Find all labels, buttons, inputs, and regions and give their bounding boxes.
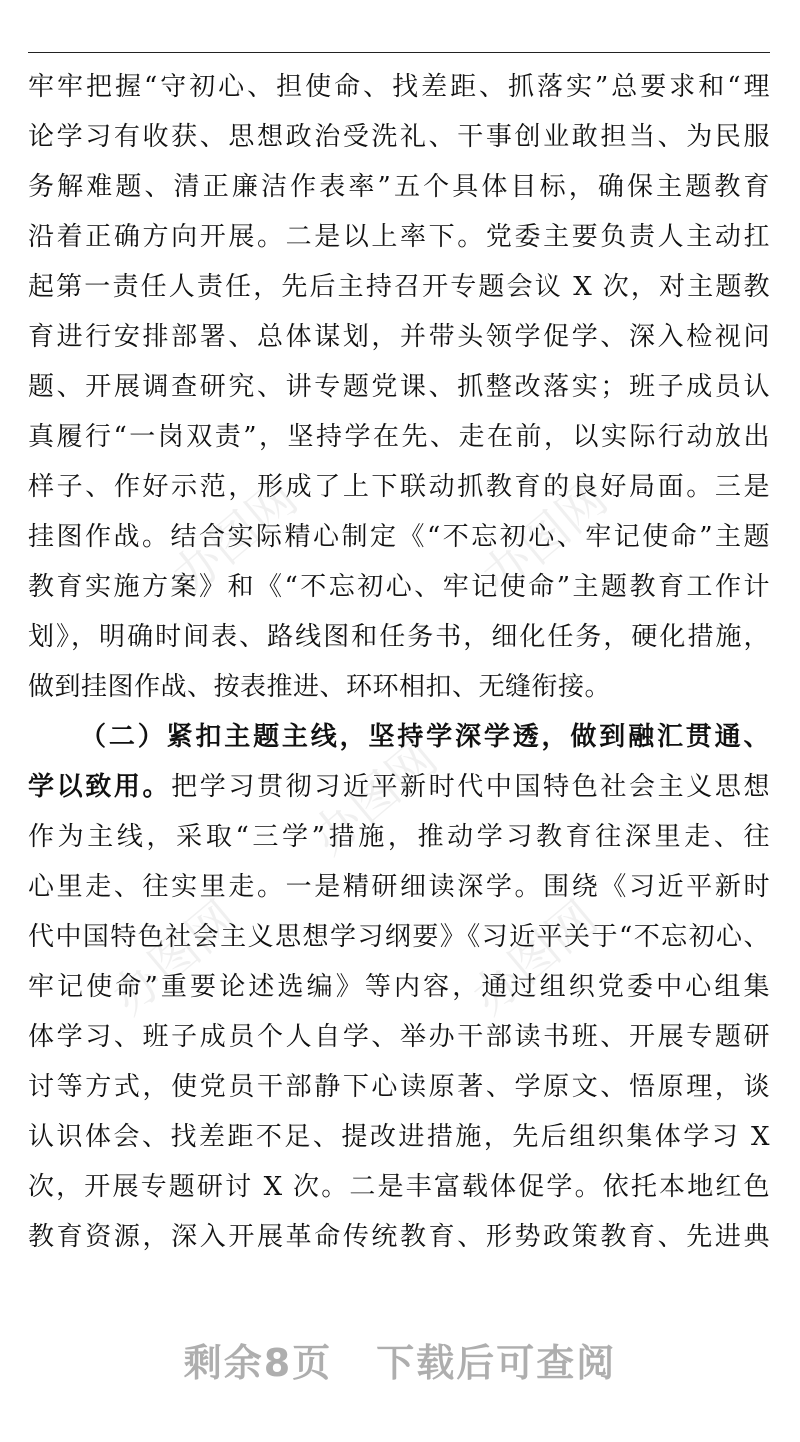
paragraph-line: 沿着正确方向开展。二是以上率下。党委主要负责人主动扛 [28,222,770,252]
paragraph-line: 划》，明确时间表、路线图和任务书，细化任务，硬化措施， [28,622,770,652]
download-hint-text: 下载后可查阅 [376,1341,617,1385]
paragraph-line: 教育资源，深入开展革命传统教育、形势政策教育、先进典 [28,1222,770,1252]
watermark: 办图网 [461,890,609,1026]
paragraph-line: 教育实施方案》和《“不忘初心、牢记使命”主题教育工作计 [28,572,770,602]
paragraph-line: 挂图作战。结合实际精心制定《“不忘初心、牢记使命”主题 [28,522,770,552]
document-body [28,62,770,1262]
top-rule [28,52,770,53]
paragraph-line: 次，开展专题研讨 X 次。二是丰富载体促学。依托本地红色 [28,1172,770,1202]
paragraph-line: 体学习、班子成员个人自学、举办干部读书班、开展专题研 [28,1022,770,1052]
paragraph-line: 真履行“一岗双责”，坚持学在先、走在前，以实际行动放出 [28,422,770,452]
paragraph-line: 认识体会、找差距不足、提改进措施，先后组织集体学习 X [28,1122,770,1152]
paragraph-line: 牢记使命”重要论述选编》等内容，通过组织党委中心组集 [28,972,770,1002]
watermark: 办图网 [161,470,309,606]
paragraph-line: 育进行安排部署、总体谋划，并带头领学促学、深入检视问 [28,322,770,352]
paragraph-line: 起第一责任人责任，先后主持召开专题会议 X 次，对主题教 [28,272,770,302]
paragraph-line [28,762,770,812]
paragraph-line: 讨等方式，使党员干部静下心读原著、学原文、悟原理，谈 [28,1072,770,1102]
paragraph-text: 把学习贯彻习近平新时代中国特色社会主义思想 [171,772,770,802]
paragraph-line: 题、开展调查研究、讲专题党课、抓整改落实；班子成员认 [28,372,770,402]
paragraph-line: 务解难题、清正廉洁作表率”五个具体目标，确保主题教育 [28,172,770,202]
paragraph-line: 做到挂图作战、按表推进、环环相扣、无缝衔接。 [28,672,612,702]
paragraph-line: 心里走、往实里走。一是精研细读深学。围绕《习近平新时 [28,872,770,902]
section-heading: （二）紧扣主题主线，坚持学深学透，做到融汇贯通、 [80,722,770,752]
paragraph-line: 牢牢把握“守初心、担使命、找差距、抓落实”总要求和“理 [28,72,770,102]
watermark: 办图网 [471,470,619,606]
paragraph-line: 作为主线，采取“三学”措施，推动学习教育往深里走、往 [28,822,770,852]
paragraph-line: 代中国特色社会主义思想学习纲要》《习近平关于“不忘初心、 [28,922,770,952]
remaining-pages-text: 剩余8页 [183,1341,333,1385]
paragraph-line: 论学习有收获、思想政治受洗礼、干事创业敢担当、为民服 [28,122,770,152]
section-heading-continued: 学以致用。 [28,772,172,802]
remaining-pages-banner[interactable] [0,1332,800,1392]
watermark: 办图网 [101,890,249,1026]
watermark: 办图网 [301,730,449,866]
paragraph-line: 样子、作好示范，形成了上下联动抓教育的良好局面。三是 [28,472,770,502]
